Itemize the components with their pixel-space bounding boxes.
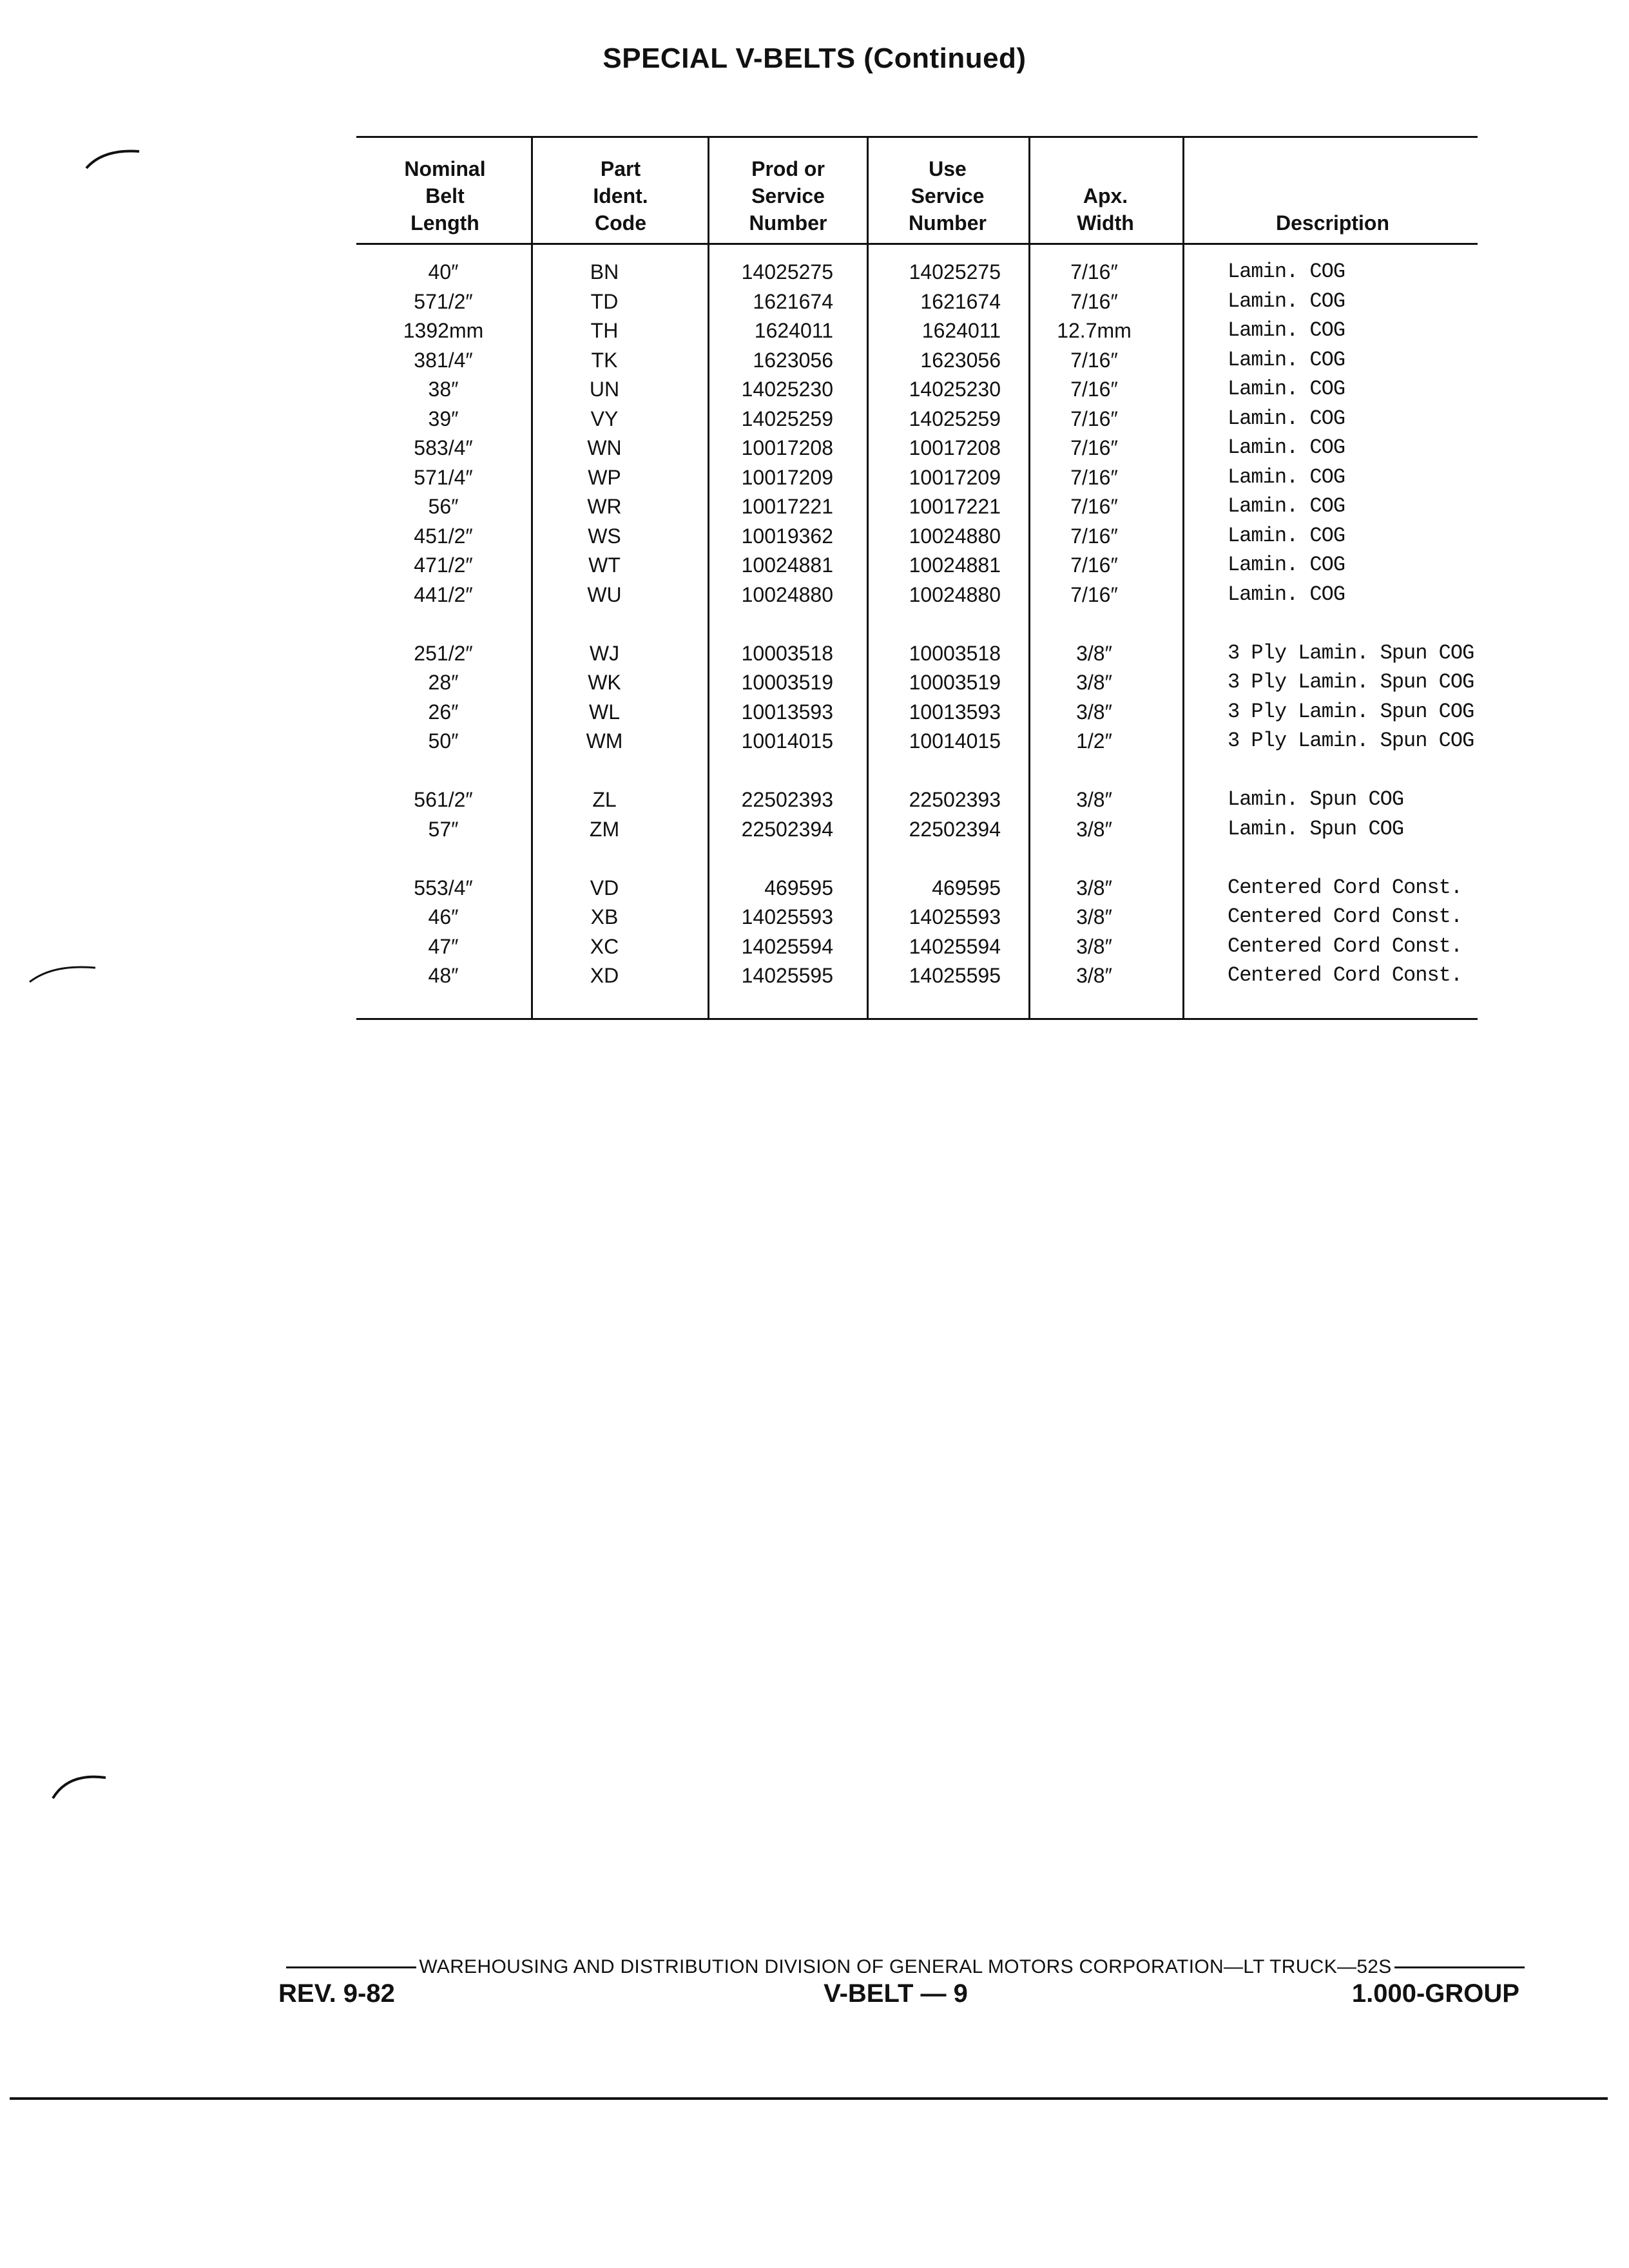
cell-width: 7/16″ — [1070, 582, 1118, 606]
cell-width: 1/2″ — [1076, 729, 1112, 753]
cell-width: 7/16″ — [1070, 289, 1118, 313]
cell-length: 471/2″ — [414, 553, 473, 577]
cell-length: 571/4″ — [414, 465, 473, 489]
page-number: V-BELT — 9 — [824, 1979, 968, 2008]
cell-length: 441/2″ — [414, 582, 473, 606]
cell-use: 14025593 — [909, 905, 1001, 928]
table-row — [356, 345, 1478, 375]
cell-prod: 1623056 — [753, 348, 833, 372]
cell-length: 561/2″ — [414, 788, 473, 811]
cell-length: 50″ — [428, 729, 459, 753]
binder-mark-icon — [27, 960, 98, 986]
header-prod: Prod or Service Number — [749, 157, 827, 235]
cell-use: 1621674 — [920, 289, 1001, 313]
revision-label: REV. 9-82 — [278, 1979, 395, 2008]
cell-desc: 3 Ply Lamin. Spun COG — [1228, 729, 1474, 753]
cell-prod: 10014015 — [741, 729, 833, 753]
binder-mark-icon — [50, 1769, 108, 1801]
cell-code: WU — [587, 582, 622, 606]
cell-use: 14025259 — [909, 407, 1001, 430]
cell-code: WT — [588, 553, 621, 577]
cell-length: 57″ — [428, 817, 459, 841]
cell-prod: 22502393 — [741, 788, 833, 811]
cell-prod: 10013593 — [741, 700, 833, 724]
cell-prod: 14025259 — [741, 407, 833, 430]
table-row — [356, 726, 1478, 756]
cell-code: WR — [587, 495, 622, 518]
table-row — [356, 814, 1478, 844]
cell-code: TD — [590, 289, 619, 313]
table-row — [356, 668, 1478, 697]
cell-width: 3/8″ — [1076, 641, 1112, 665]
cell-width: 3/8″ — [1076, 934, 1112, 958]
header-code: Part Ident. Code — [593, 157, 648, 235]
cell-length: 553/4″ — [414, 876, 473, 899]
footer-division — [284, 1956, 1527, 1978]
cell-desc: Lamin. COG — [1228, 582, 1345, 606]
cell-code: ZM — [589, 817, 620, 841]
v-belt-table — [356, 136, 1478, 1020]
cell-prod: 10017208 — [741, 436, 833, 459]
cell-use: 10024880 — [909, 524, 1001, 548]
table-row — [356, 521, 1478, 551]
cell-width: 7/16″ — [1070, 465, 1118, 489]
binder-mark-icon — [84, 145, 142, 171]
cell-prod: 1624011 — [754, 319, 833, 342]
cell-desc: Lamin. COG — [1228, 347, 1345, 372]
cell-desc: Centered Cord Const. — [1228, 934, 1463, 958]
cell-use: 1623056 — [920, 348, 1001, 372]
cell-use: 14025275 — [909, 260, 1001, 284]
cell-length: 26″ — [428, 700, 459, 724]
cell-code: BN — [590, 260, 619, 284]
cell-desc: Lamin. COG — [1228, 436, 1345, 459]
cell-desc: Centered Cord Const. — [1228, 875, 1463, 899]
cell-width: 7/16″ — [1070, 524, 1118, 548]
cell-width: 7/16″ — [1070, 407, 1118, 430]
cell-width: 3/8″ — [1076, 964, 1112, 987]
cell-use: 10013593 — [909, 700, 1001, 724]
cell-desc: Lamin. COG — [1228, 289, 1345, 313]
cell-code: WL — [589, 700, 620, 724]
table-row — [356, 257, 1478, 287]
group-label: 1.000-GROUP — [1351, 1979, 1519, 2008]
cell-desc: Lamin. Spun COG — [1228, 816, 1404, 841]
cell-code: TK — [591, 348, 618, 372]
cell-use: 10003518 — [909, 641, 1001, 665]
cell-desc: 3 Ply Lamin. Spun COG — [1228, 699, 1474, 724]
table-row — [356, 873, 1478, 903]
cell-length: 48″ — [428, 964, 459, 987]
cell-length: 583/4″ — [414, 436, 473, 459]
cell-use: 14025594 — [909, 934, 1001, 958]
cell-prod: 1621674 — [753, 289, 833, 313]
table-row — [356, 287, 1478, 316]
cell-prod: 14025593 — [741, 905, 833, 928]
cell-width: 7/16″ — [1070, 553, 1118, 577]
cell-prod: 10017209 — [741, 465, 833, 489]
table-row — [356, 316, 1478, 345]
cell-code: ZL — [592, 788, 617, 811]
cell-width: 7/16″ — [1070, 260, 1118, 284]
cell-prod: 14025230 — [741, 378, 833, 401]
header-length: Nominal Belt Length — [404, 157, 486, 235]
cell-prod: 10024881 — [741, 553, 833, 577]
cell-use: 10024880 — [909, 582, 1001, 606]
cell-use: 22502394 — [909, 817, 1001, 841]
cell-use: 14025595 — [909, 964, 1001, 987]
cell-code: VY — [590, 407, 619, 430]
cell-length: 571/2″ — [414, 289, 473, 313]
cell-length: 40″ — [428, 260, 459, 284]
cell-desc: Lamin. COG — [1228, 523, 1345, 548]
cell-desc: Centered Cord Const. — [1228, 905, 1463, 928]
cell-desc: Lamin. COG — [1228, 406, 1345, 430]
cell-code: XD — [590, 964, 619, 987]
page-title: SPECIAL V-BELTS (Continued) — [602, 43, 1027, 74]
cell-width: 3/8″ — [1076, 700, 1112, 724]
table-row — [356, 697, 1478, 727]
table-row — [356, 580, 1478, 610]
cell-desc: Centered Cord Const. — [1228, 963, 1463, 987]
cell-use: 10024881 — [909, 553, 1001, 577]
cell-length: 28″ — [428, 671, 459, 694]
header-width: Apx. Width — [1077, 184, 1134, 235]
table-row — [356, 902, 1478, 932]
bottom-divider — [10, 2097, 1608, 2100]
cell-desc: Lamin. COG — [1228, 260, 1345, 284]
table-row — [356, 961, 1478, 990]
cell-desc: 3 Ply Lamin. Spun COG — [1228, 670, 1474, 694]
table-row — [356, 463, 1478, 492]
header-use: Use Service Number — [909, 157, 987, 235]
cell-width: 3/8″ — [1076, 876, 1112, 899]
cell-length: 381/4″ — [414, 348, 473, 372]
cell-width: 7/16″ — [1070, 436, 1118, 459]
cell-code: WK — [588, 671, 621, 694]
cell-use: 22502393 — [909, 788, 1001, 811]
header-divider — [356, 243, 1478, 245]
cell-use: 1624011 — [921, 319, 1001, 342]
table-row — [356, 932, 1478, 961]
cell-prod: 10024880 — [741, 582, 833, 606]
cell-width: 7/16″ — [1070, 495, 1118, 518]
cell-length: 1392mm — [403, 319, 484, 342]
cell-length: 251/2″ — [414, 641, 473, 665]
cell-use: 10014015 — [909, 729, 1001, 753]
cell-prod: 14025594 — [741, 934, 833, 958]
cell-code: WM — [586, 729, 623, 753]
cell-width: 7/16″ — [1070, 348, 1118, 372]
cell-prod: 10017221 — [741, 495, 833, 518]
cell-code: XC — [590, 934, 619, 958]
table-row — [356, 492, 1478, 521]
cell-desc: Lamin. COG — [1228, 494, 1345, 518]
header-description: Description — [1275, 211, 1390, 235]
cell-length: 38″ — [428, 378, 459, 401]
cell-width: 7/16″ — [1070, 378, 1118, 401]
cell-prod: 10019362 — [741, 524, 833, 548]
cell-desc: Lamin. COG — [1228, 318, 1345, 342]
division-text: WAREHOUSING AND DISTRIBUTION DIVISION OF GENERAL MOTORS CORPORATION—LT TRUCK—52S — [419, 1956, 1392, 1977]
cell-prod: 10003519 — [741, 671, 833, 694]
cell-code: WS — [588, 524, 621, 548]
cell-use: 10003519 — [909, 671, 1001, 694]
cell-width: 3/8″ — [1076, 817, 1112, 841]
cell-code: TH — [590, 319, 619, 342]
cell-code: WJ — [589, 641, 620, 665]
cell-width: 3/8″ — [1076, 788, 1112, 811]
cell-desc: Lamin. COG — [1228, 465, 1345, 489]
cell-code: XB — [590, 905, 619, 928]
cell-code: VD — [590, 876, 619, 899]
cell-desc: Lamin. Spun COG — [1228, 787, 1404, 811]
cell-prod: 14025595 — [741, 964, 833, 987]
cell-prod: 14025275 — [741, 260, 833, 284]
cell-prod: 22502394 — [741, 817, 833, 841]
cell-length: 46″ — [428, 905, 459, 928]
cell-code: WP — [588, 465, 621, 489]
cell-length: 451/2″ — [414, 524, 473, 548]
table-row — [356, 404, 1478, 434]
cell-use: 14025230 — [909, 378, 1001, 401]
cell-prod: 10003518 — [741, 641, 833, 665]
table-row — [356, 374, 1478, 404]
table-row — [356, 639, 1478, 668]
cell-width: 12.7mm — [1057, 319, 1132, 342]
cell-length: 39″ — [428, 407, 459, 430]
cell-desc: 3 Ply Lamin. Spun COG — [1228, 640, 1474, 665]
table-row — [356, 550, 1478, 580]
cell-desc: Lamin. COG — [1228, 377, 1345, 401]
cell-use: 10017209 — [909, 465, 1001, 489]
cell-use: 10017221 — [909, 495, 1001, 518]
cell-length: 56″ — [428, 495, 459, 518]
cell-code: WN — [587, 436, 622, 459]
table-row — [356, 785, 1478, 814]
table-row — [356, 433, 1478, 463]
cell-width: 3/8″ — [1076, 671, 1112, 694]
cell-width: 3/8″ — [1076, 905, 1112, 928]
cell-use: 469595 — [932, 876, 1001, 899]
cell-code: UN — [589, 378, 620, 401]
cell-use: 10017208 — [909, 436, 1001, 459]
cell-prod: 469595 — [764, 876, 833, 899]
cell-length: 47″ — [428, 934, 459, 958]
cell-desc: Lamin. COG — [1228, 553, 1345, 577]
